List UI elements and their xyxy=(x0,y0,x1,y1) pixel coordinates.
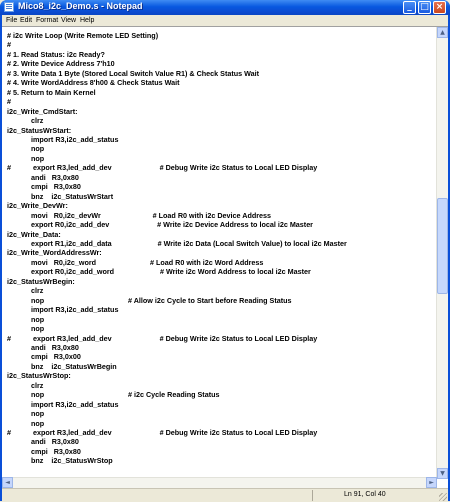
menu-edit[interactable]: Edit xyxy=(20,17,33,24)
code-line[interactable]: cmpi R3,0x00 xyxy=(7,352,81,362)
close-button[interactable]: × xyxy=(433,1,446,14)
code-line[interactable]: export R0,i2c_add_dev # Write i2c Device Address to local i2c Master xyxy=(7,220,313,230)
title-bar[interactable] xyxy=(0,0,450,15)
code-line[interactable]: # xyxy=(7,40,11,50)
notepad-icon[interactable] xyxy=(4,2,14,12)
code-line[interactable]: andi R3,0x80 xyxy=(7,437,79,447)
minimize-button[interactable]: _ xyxy=(403,1,416,14)
code-line[interactable]: export R1,i2c_add_data # Write i2c Data (Local Switch Value) to local i2c Master xyxy=(7,238,347,248)
code-line[interactable]: i2c_StatusWrStart: xyxy=(7,125,72,135)
code-line[interactable]: i2c_Write_DevWr: xyxy=(7,201,68,211)
code-line[interactable]: bnz i2c_StatusWrStop xyxy=(7,456,113,466)
code-line[interactable]: clrz xyxy=(7,116,44,126)
code-line[interactable]: cmpi R3,0x80 xyxy=(7,446,81,456)
code-line[interactable]: # export R3,led_add_dev # Debug Write i2c Status to Local LED Display xyxy=(7,333,318,343)
code-line[interactable]: nop # Allow i2c Cycle to Start before Reading Status xyxy=(7,295,292,305)
code-line[interactable]: clrz xyxy=(7,380,44,390)
vertical-scrollbar[interactable] xyxy=(436,27,448,479)
status-bar xyxy=(2,488,448,502)
code-line[interactable]: # export R3,led_add_dev # Debug Write i2c Status to Local LED Display xyxy=(7,428,318,438)
code-line[interactable]: bnz i2c_StatusWrBegin xyxy=(7,361,117,371)
code-line[interactable]: # 5. Return to Main Kernel xyxy=(7,87,96,97)
code-line[interactable]: # 3. Write Data 1 Byte (Stored Local Switch Value R1) & Check Status Wait xyxy=(7,68,260,78)
scroll-thumb[interactable] xyxy=(437,198,448,294)
cursor-position: Ln 91, Col 40 xyxy=(344,491,386,498)
status-divider xyxy=(312,490,313,501)
code-line[interactable]: # 2. Write Device Address 7'h10 xyxy=(7,59,115,69)
code-line[interactable]: nop xyxy=(7,153,45,163)
maximize-button[interactable]: □ xyxy=(418,1,431,14)
code-line[interactable]: i2c_StatusWrBegin: xyxy=(7,276,75,286)
code-line[interactable]: movi R0,i2c_word # Load R0 with i2c Word Address xyxy=(7,257,264,267)
window-title: Mico8_i2c_Demo.s - Notepad xyxy=(18,1,143,11)
code-line[interactable]: bnz i2c_StatusWrStart xyxy=(7,191,114,201)
code-line[interactable]: # i2c Write Loop (Write Remote LED Setting) xyxy=(7,31,159,40)
text-editor[interactable] xyxy=(2,26,448,488)
scroll-down-arrow[interactable]: ▼ xyxy=(437,468,448,479)
code-line[interactable]: i2c_Write_Data: xyxy=(7,229,61,239)
code-line[interactable]: andi R3,0x80 xyxy=(7,342,79,352)
code-line[interactable]: cmpi R3,0x80 xyxy=(7,182,81,192)
code-line[interactable]: # xyxy=(7,97,11,107)
code-line[interactable]: export R0,i2c_add_word # Write i2c Word Address to local i2c Master xyxy=(7,267,311,277)
code-line[interactable]: movi R0,i2c_devWr # Load R0 with i2c Device Address xyxy=(7,210,272,220)
menu-format[interactable]: Format xyxy=(36,17,59,24)
code-line[interactable]: nop xyxy=(7,144,45,154)
resize-grip-icon[interactable] xyxy=(439,493,447,501)
menu-file[interactable]: File xyxy=(6,17,18,24)
code-text[interactable] xyxy=(7,31,437,466)
code-line[interactable]: nop xyxy=(7,324,45,334)
code-line[interactable]: i2c_Write_WordAddressWr: xyxy=(7,248,102,258)
code-line[interactable]: nop xyxy=(7,418,45,428)
scroll-right-arrow[interactable]: ► xyxy=(426,477,437,488)
code-line[interactable]: nop xyxy=(7,314,45,324)
code-line[interactable]: nop xyxy=(7,409,45,419)
code-line[interactable]: andi R3,0x80 xyxy=(7,172,79,182)
code-line[interactable]: clrz xyxy=(7,286,44,296)
code-line[interactable]: # 4. Write WordAddress 8'h00 & Check Status Wait xyxy=(7,78,180,88)
menu-help[interactable]: Help xyxy=(80,17,95,24)
code-line[interactable]: i2c_StatusWrStop: xyxy=(7,371,71,381)
code-line[interactable]: nop # i2c Cycle Reading Status xyxy=(7,390,220,400)
code-line[interactable]: i2c_Write_CmdStart: xyxy=(7,106,78,116)
code-line[interactable]: # export R3,led_add_dev # Debug Write i2c Status to Local LED Display xyxy=(7,163,318,173)
scroll-left-arrow[interactable]: ◄ xyxy=(2,477,13,488)
menu-bar xyxy=(2,15,448,26)
scroll-up-arrow[interactable]: ▲ xyxy=(437,27,448,38)
code-line[interactable]: # 1. Read Status: i2c Ready? xyxy=(7,49,105,59)
code-line[interactable]: import R3,i2c_add_status xyxy=(7,305,119,315)
horizontal-scrollbar[interactable] xyxy=(2,477,437,488)
code-line[interactable]: import R3,i2c_add_status xyxy=(7,399,119,409)
code-line[interactable]: import R3,i2c_add_status xyxy=(7,134,119,144)
menu-view[interactable]: View xyxy=(61,17,77,24)
